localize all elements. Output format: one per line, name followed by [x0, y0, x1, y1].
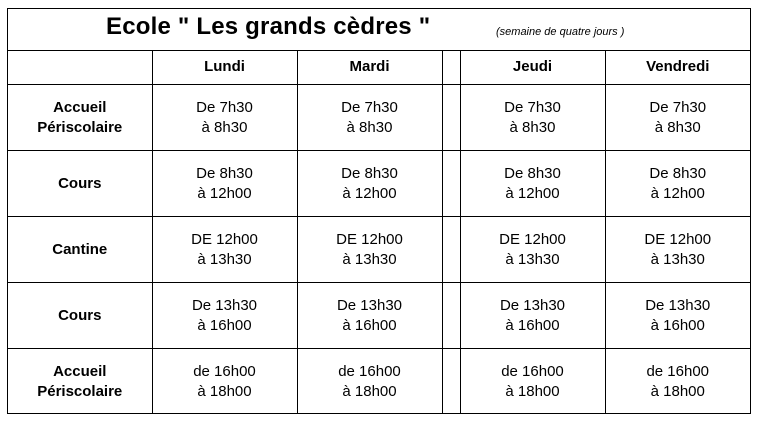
- time-line: De 7h30: [649, 98, 707, 116]
- time-line: à 18h00: [342, 382, 397, 400]
- time-line: à 12h00: [505, 184, 560, 202]
- time-line: à 16h00: [197, 316, 252, 334]
- schedule-row-accueil-soir: [8, 349, 750, 415]
- row-label-line: Périscolaire: [37, 382, 123, 400]
- wednesday-gap-cell: [442, 85, 460, 151]
- row-label-line: Cours: [58, 306, 102, 324]
- time-line: à 16h00: [650, 316, 705, 334]
- time-line: à 13h30: [197, 250, 252, 268]
- time-line: à 13h30: [650, 250, 705, 268]
- time-line: De 8h30: [341, 164, 398, 182]
- time-line: De 8h30: [649, 164, 707, 182]
- time-cell: [152, 283, 297, 349]
- time-cell: [297, 151, 442, 217]
- time-line: De 13h30: [336, 296, 403, 314]
- wednesday-gap-cell: [442, 283, 460, 349]
- time-cell: [297, 349, 442, 415]
- page-title: Ecole " Les grands cèdres ": [106, 13, 431, 40]
- row-label-line: Cours: [58, 174, 102, 192]
- time-line: De 7h30: [341, 98, 398, 116]
- time-line: à 12h00: [197, 184, 252, 202]
- wednesday-gap-cell: [442, 50, 460, 85]
- time-cell: [460, 151, 605, 217]
- time-line: à 8h30: [509, 118, 556, 136]
- time-line: à 8h30: [201, 118, 248, 136]
- schedule-row-cours-apres-midi: [8, 283, 750, 349]
- time-cell: [605, 349, 750, 415]
- time-cell: [152, 217, 297, 283]
- time-line: à 16h00: [342, 316, 397, 334]
- wednesday-gap-cell: [442, 217, 460, 283]
- time-line: De 13h30: [645, 296, 711, 314]
- schedule-row-cours-matin: [8, 151, 750, 217]
- time-cell: [297, 217, 442, 283]
- time-line: DE 12h00: [191, 230, 258, 248]
- time-cell: [297, 85, 442, 151]
- row-label: [8, 217, 152, 283]
- row-label: [8, 85, 152, 151]
- time-cell: [460, 85, 605, 151]
- schedule-table: [8, 50, 750, 414]
- time-line: à 18h00: [505, 382, 560, 400]
- time-cell: [152, 151, 297, 217]
- schedule-frame: [7, 8, 751, 414]
- header-row: [8, 50, 750, 85]
- time-cell: [605, 217, 750, 283]
- wednesday-gap-cell: [442, 349, 460, 415]
- row-label: [8, 283, 152, 349]
- time-cell: [460, 349, 605, 415]
- time-line: De 7h30: [504, 98, 561, 116]
- time-line: DE 12h00: [336, 230, 403, 248]
- time-cell: [460, 283, 605, 349]
- time-line: DE 12h00: [644, 230, 712, 248]
- day-header-jeudi: Jeudi: [460, 50, 605, 85]
- time-cell: [605, 151, 750, 217]
- corner-cell: [8, 50, 152, 85]
- time-line: à 12h00: [650, 184, 705, 202]
- time-line: De 7h30: [196, 98, 253, 116]
- row-label: [8, 349, 152, 415]
- row-label-line: Accueil: [53, 98, 107, 116]
- time-line: à 16h00: [505, 316, 560, 334]
- time-line: De 8h30: [504, 164, 561, 182]
- row-label: [8, 151, 152, 217]
- row-label-line: Accueil: [53, 362, 107, 380]
- time-line: De 13h30: [191, 296, 258, 314]
- time-line: à 18h00: [650, 382, 705, 400]
- time-cell: [152, 349, 297, 415]
- day-header-lundi: Lundi: [152, 50, 297, 85]
- row-label-line: Périscolaire: [37, 118, 123, 136]
- page-subtitle: (semaine de quatre jours ): [496, 26, 625, 38]
- schedule-row-accueil-matin: [8, 85, 750, 151]
- time-line: de 16h00: [501, 362, 564, 380]
- time-line: à 8h30: [346, 118, 393, 136]
- time-line: De 8h30: [196, 164, 253, 182]
- time-cell: [605, 283, 750, 349]
- time-line: de 16h00: [193, 362, 256, 380]
- schedule-row-cantine: [8, 217, 750, 283]
- time-line: à 18h00: [197, 382, 252, 400]
- time-line: à 13h30: [342, 250, 397, 268]
- time-line: De 13h30: [499, 296, 566, 314]
- time-line: de 16h00: [646, 362, 710, 380]
- title-bar: [8, 9, 750, 51]
- day-header-vendredi: Vendredi: [605, 50, 750, 85]
- time-line: à 12h00: [342, 184, 397, 202]
- time-cell: [297, 283, 442, 349]
- time-line: DE 12h00: [499, 230, 566, 248]
- time-line: à 8h30: [654, 118, 701, 136]
- time-line: à 13h30: [505, 250, 560, 268]
- time-cell: [460, 217, 605, 283]
- time-cell: [605, 85, 750, 151]
- day-header-mardi: Mardi: [297, 50, 442, 85]
- time-cell: [152, 85, 297, 151]
- time-line: de 16h00: [338, 362, 401, 380]
- wednesday-gap-cell: [442, 151, 460, 217]
- row-label-line: Cantine: [52, 240, 108, 258]
